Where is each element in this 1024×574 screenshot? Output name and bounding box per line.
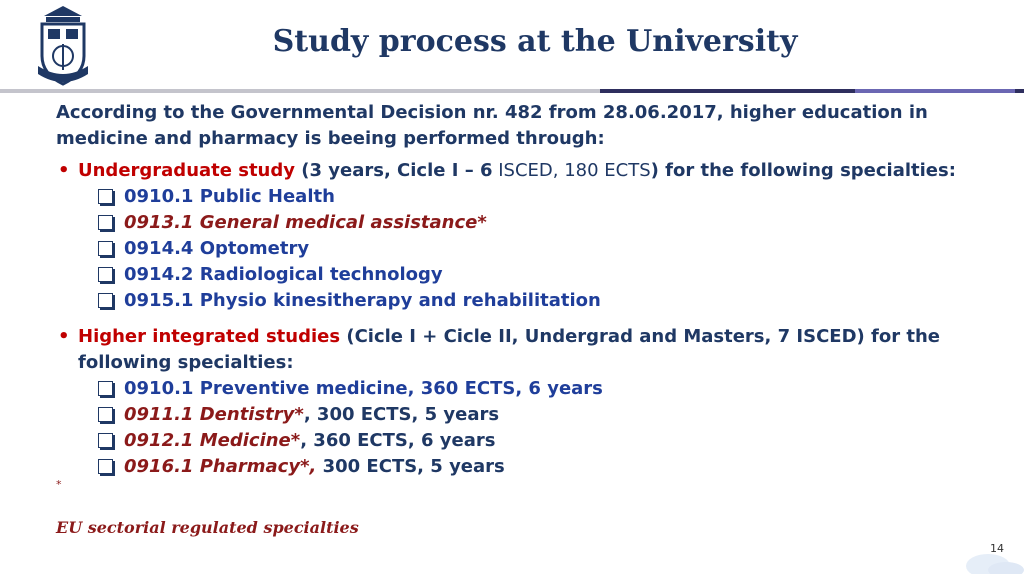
integrated-bullet — [56, 324, 1006, 376]
page-number: 14 — [990, 542, 1004, 555]
slide-body — [56, 100, 1006, 480]
bullet-icon: • — [58, 160, 70, 181]
footnote-text: EU sectorial regulated specialties — [56, 518, 359, 537]
checkbox-square-icon — [98, 459, 113, 474]
undergrad-isced: ISCED, 180 ECTS — [492, 160, 651, 181]
list-item: 0910.1 Public Health — [98, 184, 1006, 210]
undergrad-label: Undergraduate study — [78, 160, 295, 181]
checkbox-square-icon — [98, 381, 113, 396]
undergrad-paren: (3 years, Cicle I – 6 — [294, 160, 493, 181]
header-rule-gray — [0, 89, 600, 93]
list-item: 0916.1 Pharmacy*, 300 ECTS, 5 years — [98, 454, 1006, 480]
checkbox-square-icon — [98, 433, 113, 448]
list-item: 0914.2 Radiological technology — [98, 262, 1006, 288]
list-item: 0910.1 Preventive medicine, 360 ECTS, 6 years — [98, 376, 1006, 402]
header-rule-navy — [600, 89, 855, 93]
list-item: 0913.1 General medical assistance* — [98, 210, 1006, 236]
header-rule-violet — [855, 89, 1015, 93]
university-crest-logo — [34, 4, 92, 90]
checkbox-square-icon — [98, 293, 113, 308]
undergrad-bullet — [56, 158, 1006, 184]
checkbox-square-icon — [98, 241, 113, 256]
intro-paragraph: According to the Governmental Decision nr. 482 from 28.06.2017, higher education in medicine and pharmacy is beeing performed through: — [56, 102, 928, 149]
bullet-icon: • — [58, 326, 70, 347]
list-item: 0911.1 Dentistry*, 300 ECTS, 5 years — [98, 402, 1006, 428]
footnote-asterisk: * — [56, 478, 62, 491]
list-item: 0912.1 Medicine*, 360 ECTS, 6 years — [98, 428, 1006, 454]
header-rule-navy-end — [1015, 89, 1024, 93]
checkbox-square-icon — [98, 267, 113, 282]
slide-title: Study process at the University — [272, 24, 798, 59]
integrated-tail: (Cicle I + Cicle II, Undergrad and Masters, 7 ISCED) for the following specialties: — [78, 326, 940, 373]
checkbox-square-icon — [98, 215, 113, 230]
list-item: 0915.1 Physio kinesitherapy and rehabilitation — [98, 288, 1006, 314]
checkbox-square-icon — [98, 189, 113, 204]
checkbox-square-icon — [98, 407, 113, 422]
list-item: 0914.4 Optometry — [98, 236, 1006, 262]
integrated-label: Higher integrated studies — [78, 326, 341, 347]
undergrad-tail: ) for the following specialties: — [650, 160, 956, 181]
